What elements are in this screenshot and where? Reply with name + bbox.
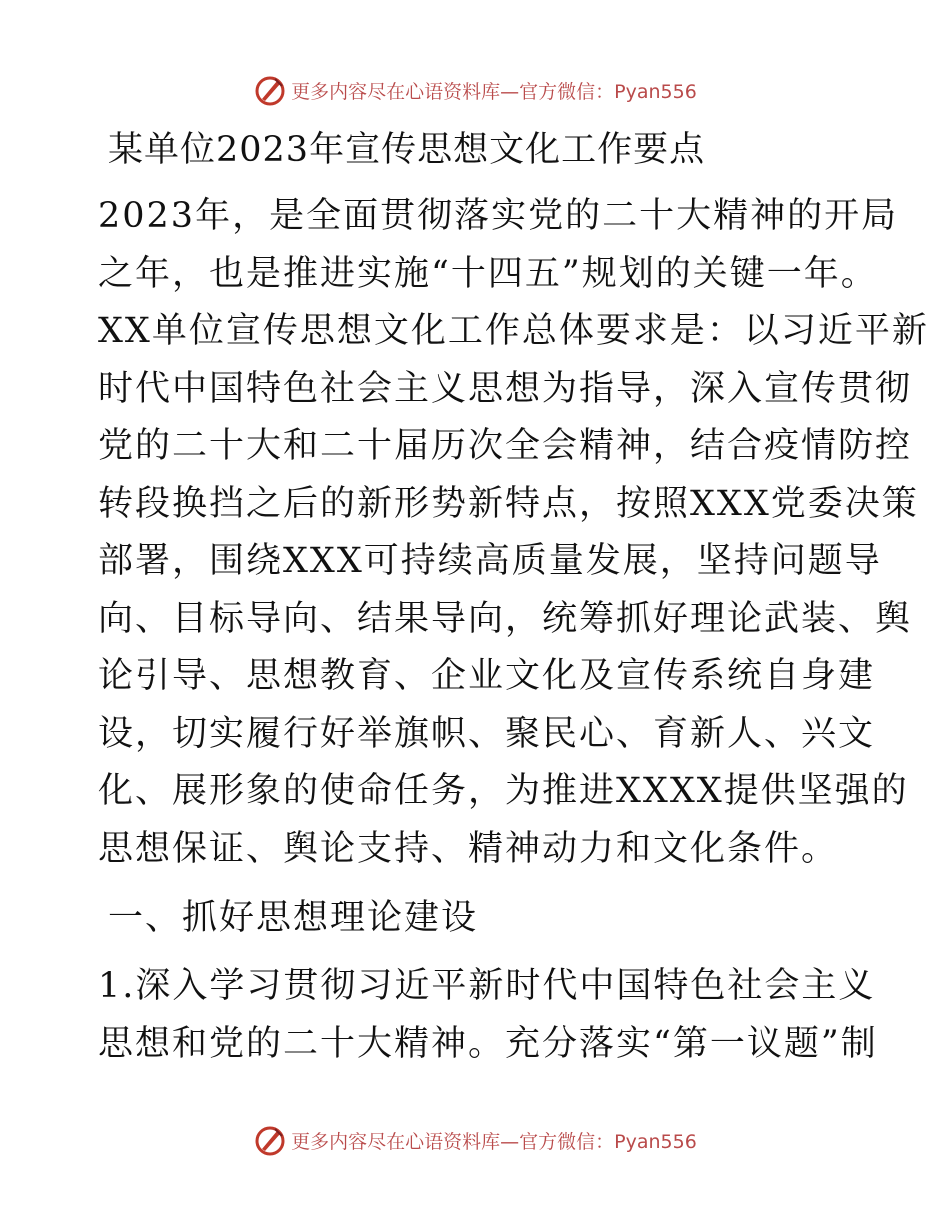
paragraph-line: 向、目标导向、结果导向，统筹抓好理论武装、舆 (98, 598, 913, 639)
watermark-text: 更多内容尽在心语资料库—官方微信：Pyan556 (291, 80, 697, 103)
document-title: 某单位2023年宣传思想文化工作要点 (108, 130, 706, 170)
feather-pen-circle-icon (253, 1123, 287, 1157)
feather-pen-circle-icon (253, 73, 287, 107)
watermark-footer (0, 1120, 950, 1160)
paragraph-line: 2023年，是全面贯彻落实党的二十大精神的开局 (98, 196, 899, 236)
paragraph-line: 之年，也是推进实施“十四五”规划的关键一年。 (98, 253, 878, 294)
paragraph-line: 1.深入学习贯彻习近平新时代中国特色社会主义 (98, 966, 876, 1006)
paragraph-line: 思想和党的二十大精神。充分落实“第一议题”制 (98, 1023, 878, 1064)
paragraph-line: 化、展形象的使命任务，为推进XXXX提供坚强的 (98, 771, 909, 811)
paragraph-line: 党的二十大和二十届历次全会精神，结合疫情防控 (98, 426, 913, 466)
paragraph-line: XX单位宣传思想文化工作总体要求是：以习近平新 (98, 311, 929, 351)
watermark-text: 更多内容尽在心语资料库—官方微信：Pyan556 (291, 1130, 697, 1153)
paragraph-line: 设，切实履行好举旗帜、聚民心、育新人、兴文 (98, 713, 876, 754)
watermark-header (0, 70, 950, 110)
paragraph-line: 论引导、思想教育、企业文化及宣传系统自身建 (98, 656, 876, 696)
paragraph-line: 部署，围绕XXX可持续高质量发展，坚持问题导 (98, 541, 882, 581)
paragraph-line: 时代中国特色社会主义思想为指导，深入宣传贯彻 (98, 368, 913, 409)
intro-paragraph (98, 188, 929, 878)
document-body (98, 120, 929, 1073)
paragraph-line: 转段换挡之后的新形势新特点，按照XXX党委决策 (98, 483, 919, 524)
item-paragraph (98, 958, 878, 1073)
section-heading: 一、抓好思想理论建设 (108, 898, 479, 938)
paragraph-line: 思想保证、舆论支持、精神动力和文化条件。 (98, 828, 839, 869)
